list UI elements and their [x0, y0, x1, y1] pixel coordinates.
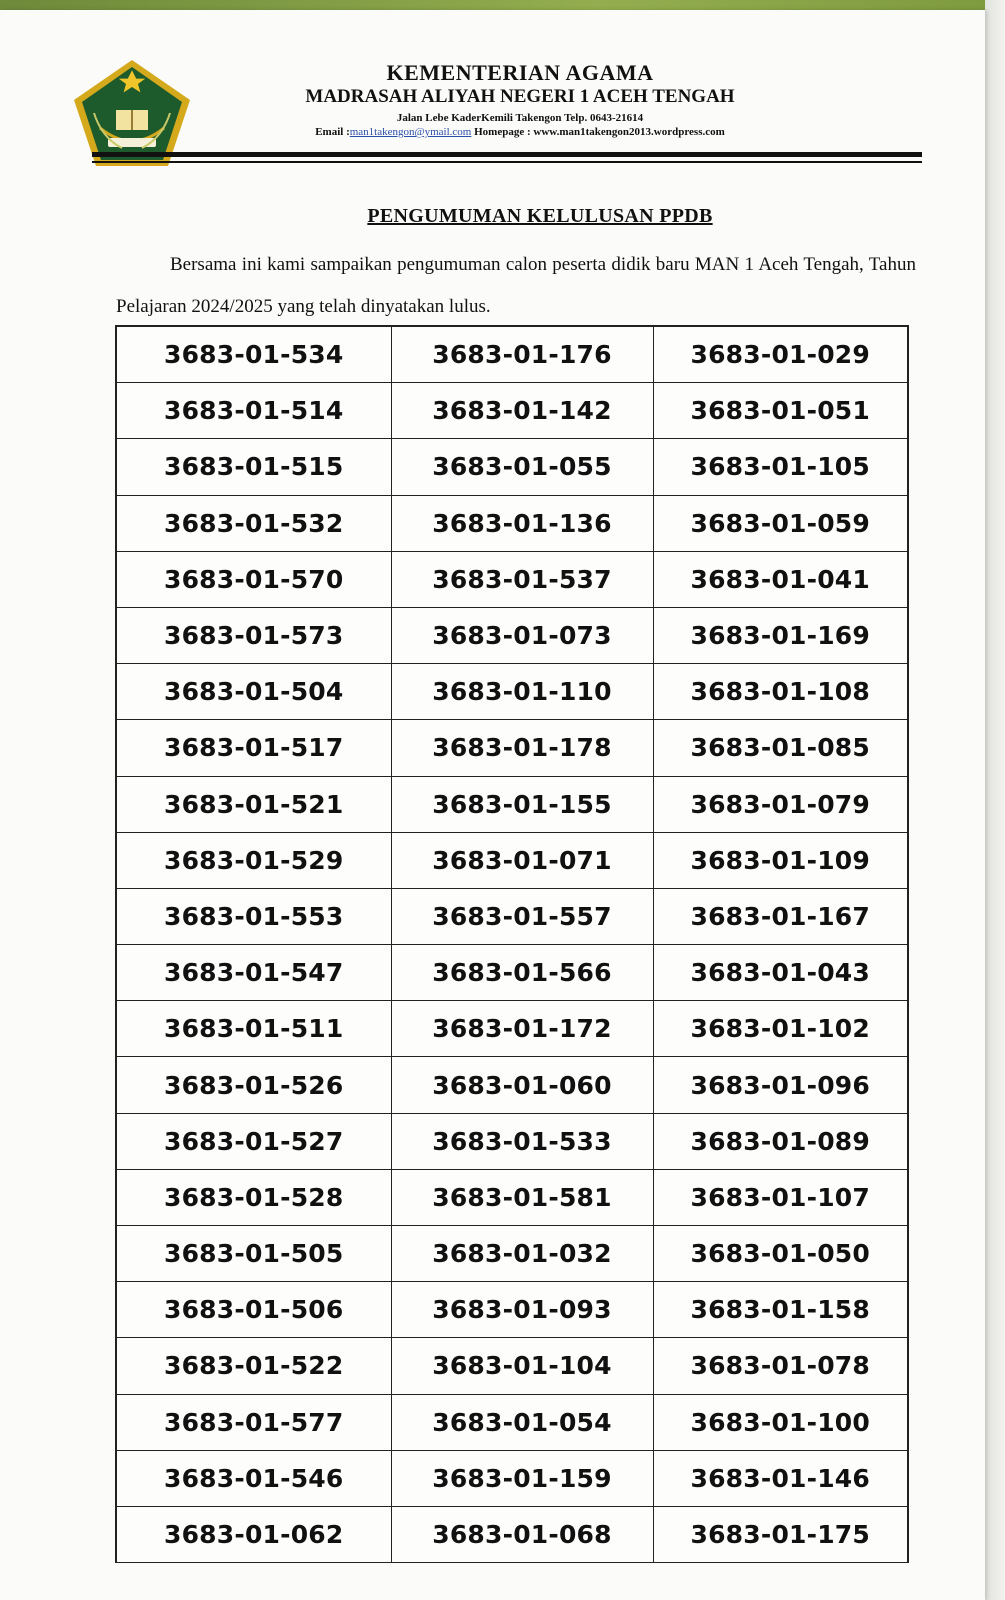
table-row — [117, 945, 907, 1001]
registration-number-cell: 3683-01-527 — [117, 1113, 391, 1169]
registration-number-cell: 3683-01-060 — [391, 1057, 653, 1113]
table-row — [117, 776, 907, 832]
table-row — [117, 1506, 907, 1562]
registration-number-cell: 3683-01-557 — [391, 888, 653, 944]
registration-number-cell: 3683-01-029 — [653, 327, 907, 383]
table-row — [117, 1001, 907, 1057]
table-row — [117, 1394, 907, 1450]
registration-number-cell: 3683-01-158 — [653, 1282, 907, 1338]
table-row — [117, 327, 907, 383]
registration-number-cell: 3683-01-178 — [391, 720, 653, 776]
registration-number-cell: 3683-01-533 — [391, 1113, 653, 1169]
paper-edge — [985, 0, 1005, 1600]
registration-number-cell: 3683-01-068 — [391, 1506, 653, 1562]
registration-number-cell: 3683-01-032 — [391, 1226, 653, 1282]
registration-number-cell: 3683-01-522 — [117, 1338, 391, 1394]
announcement-title: PENGUMUMAN KELULUSAN PPDB — [367, 205, 713, 227]
registration-number-cell: 3683-01-055 — [391, 439, 653, 495]
registration-number-cell: 3683-01-172 — [391, 1001, 653, 1057]
registration-number-cell: 3683-01-175 — [653, 1506, 907, 1562]
registration-number-cell: 3683-01-105 — [653, 439, 907, 495]
registration-number-cell: 3683-01-078 — [653, 1338, 907, 1394]
registration-number-cell: 3683-01-142 — [391, 383, 653, 439]
table-row — [117, 607, 907, 663]
registration-number-cell: 3683-01-155 — [391, 776, 653, 832]
registration-number-cell: 3683-01-528 — [117, 1169, 391, 1225]
registration-number-cell: 3683-01-504 — [117, 664, 391, 720]
school-contact — [240, 125, 800, 139]
registration-number-cell: 3683-01-146 — [653, 1450, 907, 1506]
registration-number-cell: 3683-01-526 — [117, 1057, 391, 1113]
registration-number-cell: 3683-01-102 — [653, 1001, 907, 1057]
email-label: Email : — [315, 126, 350, 138]
results-table — [117, 327, 907, 1563]
registration-number-cell: 3683-01-100 — [653, 1394, 907, 1450]
registration-number-cell: 3683-01-529 — [117, 832, 391, 888]
table-row — [117, 551, 907, 607]
results-table-frame — [115, 325, 909, 1563]
registration-number-cell: 3683-01-570 — [117, 551, 391, 607]
registration-number-cell: 3683-01-566 — [391, 945, 653, 1001]
registration-number-cell: 3683-01-573 — [117, 607, 391, 663]
letterhead — [240, 60, 800, 139]
table-row — [117, 1169, 907, 1225]
registration-number-cell: 3683-01-110 — [391, 664, 653, 720]
registration-number-cell: 3683-01-532 — [117, 495, 391, 551]
table-row — [117, 664, 907, 720]
letterhead-rule-thick — [92, 152, 922, 157]
registration-number-cell: 3683-01-051 — [653, 383, 907, 439]
homepage-label: Homepage : — [474, 126, 531, 138]
letterhead-rule-thin — [92, 161, 922, 163]
registration-number-cell: 3683-01-553 — [117, 888, 391, 944]
registration-number-cell: 3683-01-059 — [653, 495, 907, 551]
registration-number-cell: 3683-01-089 — [653, 1113, 907, 1169]
registration-number-cell: 3683-01-107 — [653, 1169, 907, 1225]
table-row — [117, 1226, 907, 1282]
homepage-link[interactable]: www.man1takengon2013.wordpress.com — [533, 126, 725, 138]
registration-number-cell: 3683-01-136 — [391, 495, 653, 551]
registration-number-cell: 3683-01-062 — [117, 1506, 391, 1562]
registration-number-cell: 3683-01-104 — [391, 1338, 653, 1394]
table-row — [117, 1282, 907, 1338]
registration-number-cell: 3683-01-041 — [653, 551, 907, 607]
registration-number-cell: 3683-01-521 — [117, 776, 391, 832]
registration-number-cell: 3683-01-159 — [391, 1450, 653, 1506]
registration-number-cell: 3683-01-511 — [117, 1001, 391, 1057]
registration-number-cell: 3683-01-169 — [653, 607, 907, 663]
registration-number-cell: 3683-01-043 — [653, 945, 907, 1001]
table-row — [117, 383, 907, 439]
registration-number-cell: 3683-01-546 — [117, 1450, 391, 1506]
registration-number-cell: 3683-01-581 — [391, 1169, 653, 1225]
registration-number-cell: 3683-01-071 — [391, 832, 653, 888]
announcement-intro: Bersama ini kami sampaikan pengumuman calon peserta didik baru MAN 1 Aceh Tengah, Tahun Pelajaran 2024/2025 yang telah dinyatakan lulus. — [116, 254, 916, 317]
registration-number-cell: 3683-01-537 — [391, 551, 653, 607]
registration-number-cell: 3683-01-109 — [653, 832, 907, 888]
registration-number-cell: 3683-01-515 — [117, 439, 391, 495]
table-row — [117, 1338, 907, 1394]
registration-number-cell: 3683-01-085 — [653, 720, 907, 776]
table-row — [117, 439, 907, 495]
table-row — [117, 1450, 907, 1506]
table-row — [117, 720, 907, 776]
registration-number-cell: 3683-01-517 — [117, 720, 391, 776]
registration-number-cell: 3683-01-079 — [653, 776, 907, 832]
school-name: MADRASAH ALIYAH NEGERI 1 ACEH TENGAH — [305, 86, 735, 107]
registration-number-cell: 3683-01-547 — [117, 945, 391, 1001]
registration-number-cell: 3683-01-054 — [391, 1394, 653, 1450]
table-row — [117, 888, 907, 944]
table-row — [117, 1113, 907, 1169]
table-row — [117, 832, 907, 888]
registration-number-cell: 3683-01-505 — [117, 1226, 391, 1282]
registration-number-cell: 3683-01-176 — [391, 327, 653, 383]
registration-number-cell: 3683-01-093 — [391, 1282, 653, 1338]
registration-number-cell: 3683-01-167 — [653, 888, 907, 944]
registration-number-cell: 3683-01-577 — [117, 1394, 391, 1450]
table-row — [117, 495, 907, 551]
email-link[interactable]: man1takengon@ymail.com — [349, 126, 472, 138]
table-row — [117, 1057, 907, 1113]
registration-number-cell: 3683-01-050 — [653, 1226, 907, 1282]
registration-number-cell: 3683-01-108 — [653, 664, 907, 720]
registration-number-cell: 3683-01-506 — [117, 1282, 391, 1338]
registration-number-cell: 3683-01-096 — [653, 1057, 907, 1113]
school-address: Jalan Lebe KaderKemili Takengon Telp. 0643-21614 — [396, 112, 644, 124]
registration-number-cell: 3683-01-073 — [391, 607, 653, 663]
results-table-body — [117, 327, 907, 1563]
registration-number-cell: 3683-01-514 — [117, 383, 391, 439]
registration-number-cell: 3683-01-534 — [117, 327, 391, 383]
ministry-name: KEMENTERIAN AGAMA — [386, 60, 654, 85]
